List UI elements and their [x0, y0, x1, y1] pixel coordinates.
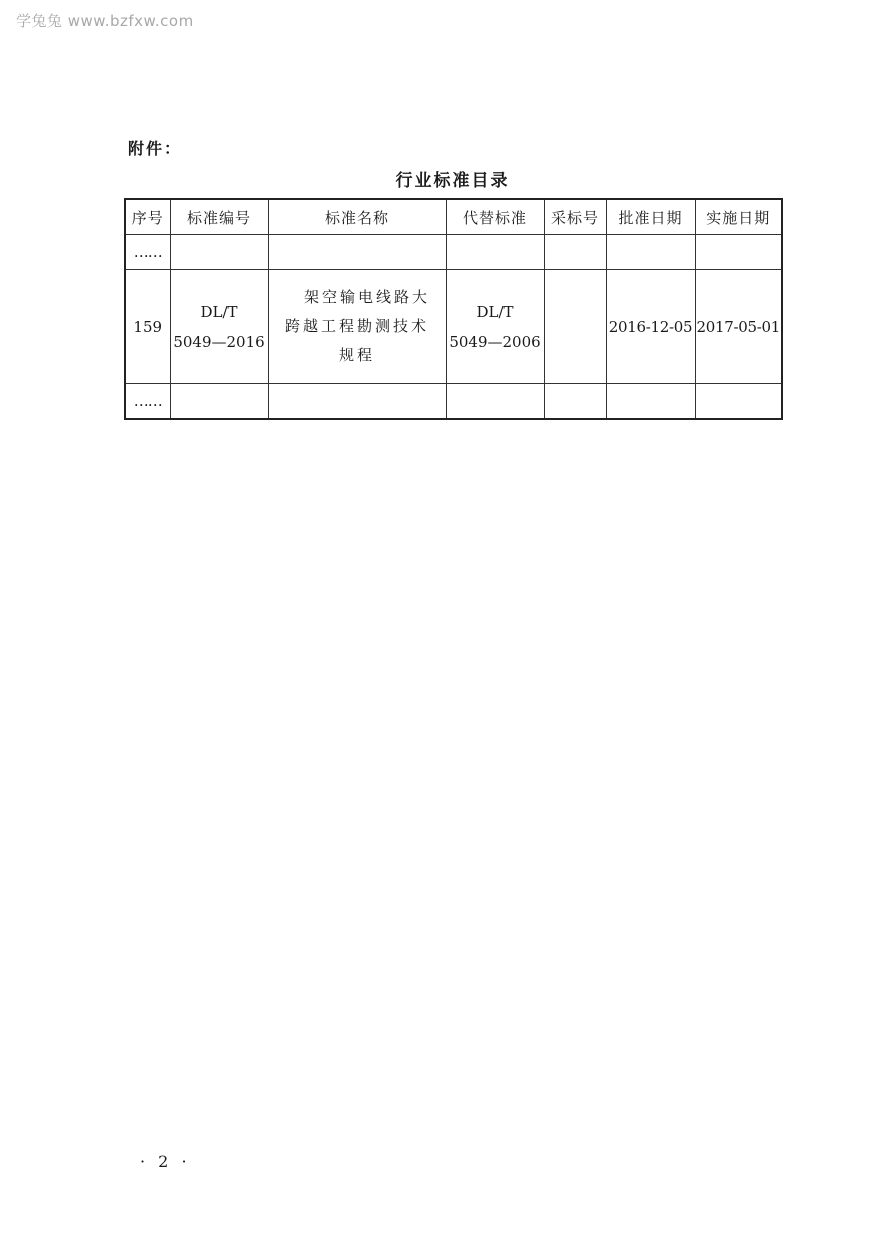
ellipsis-cell: …… — [125, 384, 170, 420]
empty-cell — [695, 384, 782, 420]
attachment-label: 附件： — [128, 139, 183, 158]
empty-cell — [170, 235, 268, 270]
header-effective-date: 实施日期 — [695, 199, 782, 235]
adopted-no-cell — [544, 270, 606, 384]
watermark: 学兔兔 www.bzfxw.com — [16, 12, 194, 30]
empty-cell — [544, 384, 606, 420]
empty-cell — [446, 235, 544, 270]
empty-cell — [268, 384, 446, 420]
table-row — [125, 384, 782, 420]
standard-name-line: 跨越工程勘测技术 — [284, 317, 429, 335]
standard-name-cell — [268, 270, 446, 384]
table-row — [125, 270, 782, 384]
empty-cell — [695, 235, 782, 270]
standard-name-line: 规程 — [338, 346, 375, 364]
replaced-standard-cell — [446, 270, 544, 384]
header-adopted-no: 采标号 — [544, 199, 606, 235]
replaced-standard-line: 5049—2006 — [449, 332, 541, 351]
table-header-row — [125, 199, 782, 235]
standard-code-cell — [170, 270, 268, 384]
table-row — [125, 235, 782, 270]
document-title: 行业标准目录 — [395, 171, 510, 191]
empty-cell — [606, 384, 695, 420]
standard-code-line: DL/T — [200, 302, 238, 321]
header-serial-no: 序号 — [125, 199, 170, 235]
header-replaced-standard: 代替标准 — [446, 199, 544, 235]
page-number: · 2 · — [140, 1152, 191, 1171]
empty-cell — [606, 235, 695, 270]
empty-cell — [170, 384, 268, 420]
empty-cell — [446, 384, 544, 420]
standard-code-line: 5049—2016 — [173, 332, 265, 351]
serial-no-cell: 159 — [125, 270, 170, 384]
standards-table — [124, 198, 783, 420]
effective-date-cell: 2017-05-01 — [695, 270, 782, 384]
ellipsis-cell: …… — [125, 235, 170, 270]
approval-date-cell: 2016-12-05 — [606, 270, 695, 384]
replaced-standard-line: DL/T — [476, 302, 514, 321]
empty-cell — [544, 235, 606, 270]
header-standard-name: 标准名称 — [268, 199, 446, 235]
header-standard-code: 标准编号 — [170, 199, 268, 235]
standard-name-line: 架空输电线路大 — [303, 288, 430, 306]
empty-cell — [268, 235, 446, 270]
header-approval-date: 批准日期 — [606, 199, 695, 235]
